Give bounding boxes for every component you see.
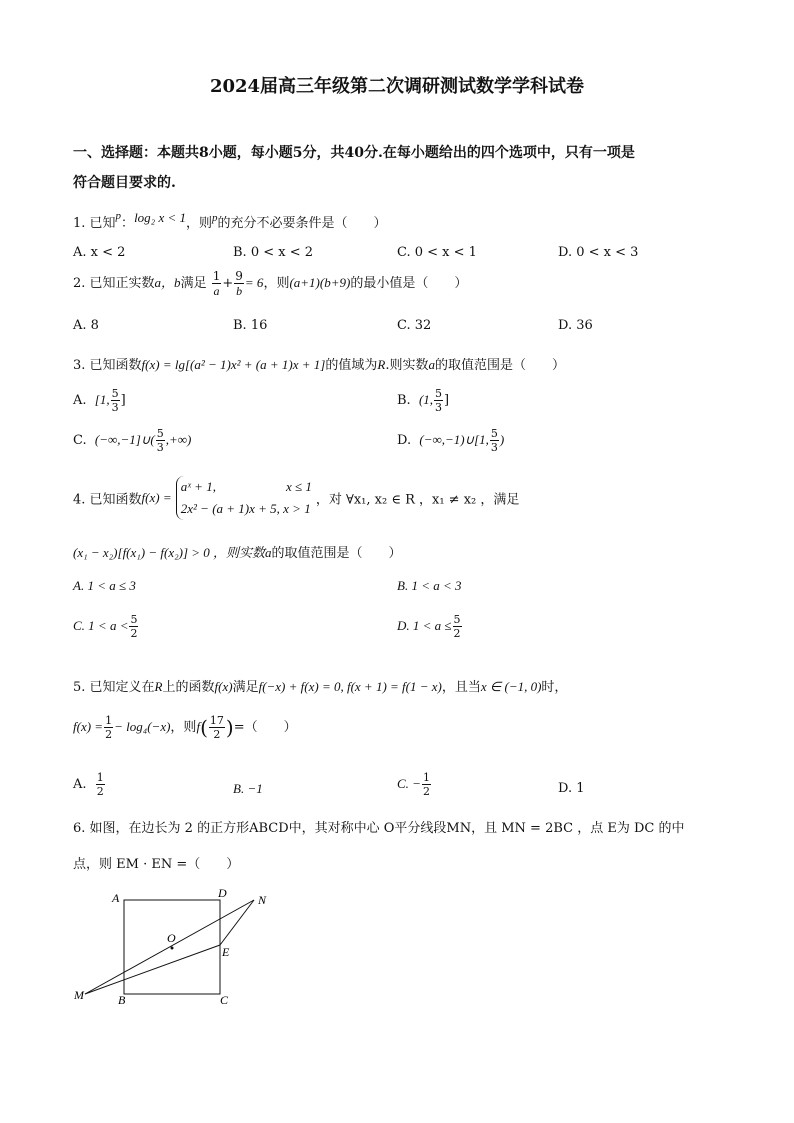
q1-prefix: 1. 已知 xyxy=(73,216,116,231)
segment-en xyxy=(220,900,254,945)
label-d: D xyxy=(218,886,227,900)
q4-option-c: C. 1 < a < $\frac{5}{2}$ xyxy=(73,613,138,640)
label-o: O xyxy=(167,931,176,945)
q4-option-d: D. 1 < a ≤ $\frac{5}{2}$ xyxy=(397,613,461,640)
q2-option-b: B. 16 xyxy=(233,318,268,333)
q2-prefix: 2. 已知正实数 xyxy=(73,276,155,291)
label-a: A xyxy=(112,891,120,905)
label-e: E xyxy=(222,945,230,959)
q5-option-c: C. − $\frac{1}{2}$ xyxy=(397,771,430,798)
question-6-line1: 6. 如图，在边长为 2 的正方形ABCD中，其对称中心 O平分线段MN，且 MN = 2BC ，点 E为 DC 的中 xyxy=(73,821,685,836)
question-6-line2: 点，则 EM · EN =（ ） xyxy=(73,857,240,872)
q1-option-b: B. 0 < x < 2 xyxy=(233,245,314,260)
q1-condition: log₂ x < 1 xyxy=(134,210,186,225)
center-point-o xyxy=(171,947,174,950)
q5-option-d: D. 1 xyxy=(558,781,585,796)
question-4-stem: 4. 已知函数f(x) = aˣ + 1, x ≤ 1 2x² − (a + 1)x + 5, x > 1 ，对 ∀x₁, x₂ ∈ R ，x₁ ≠ x₂ ，满足 xyxy=(73,476,519,520)
q4-option-b: B. 1 < a < 3 xyxy=(397,578,462,593)
q2-expr: (a+1)(b+9) xyxy=(289,275,351,290)
q3-option-c: C. (−∞,−1]∪( $\frac{5}{3}$ ,+∞) xyxy=(73,427,192,454)
q2-option-d: D. 36 xyxy=(558,318,593,333)
q4-piecewise: aˣ + 1, x ≤ 1 2x² − (a + 1)x + 5, x > 1 xyxy=(176,476,316,520)
label-m: M xyxy=(74,988,84,1002)
q1-option-c: C. 0 < x < 1 xyxy=(397,245,477,260)
q1-p2: p xyxy=(212,212,218,224)
label-b: B xyxy=(118,993,126,1007)
q3-end: 的取值范围是（ ） xyxy=(434,358,565,373)
q1-option-a: A. x < 2 xyxy=(73,245,126,260)
q3-func: f(x) = lg[(a² − 1)x² + (a + 1)x + 1] xyxy=(141,357,326,372)
q5-option-a: A. $\frac{1}{2}$ xyxy=(73,771,104,798)
question-5-stem: 5. 已知定义在R上的函数f(x)满足f(−x) + f(x) = 0, f(x + 1) = f(1 − x)，且当x ∈ (−1, 0)时， xyxy=(73,679,568,695)
q3-option-a: A. [1, $\frac{5}{3}$ ] xyxy=(73,387,126,414)
q1-option-d: D. 0 < x < 3 xyxy=(558,245,639,260)
q2-end: 的最小值是（ ） xyxy=(350,276,468,291)
page-title: 2024届高三年级第二次调研测试数学学科试卷 xyxy=(209,76,585,97)
q3-option-b: B. (1, $\frac{5}{3}$ ] xyxy=(397,387,450,414)
q2-ask: ，则 xyxy=(263,276,290,291)
q3-a: a xyxy=(428,357,435,372)
question-5-line2: f(x) = $\frac{1}{2}$ − log₄(−x)，则f( $\frac{17}{2}$ )=（ ） xyxy=(73,714,297,741)
question-2-stem: 2. 已知正实数a，b满足 $\frac{1}{a}$ + $\frac{9}{b}$ = 6，则(a+1)(b+9)的最小值是（ ） xyxy=(73,269,468,298)
q3-option-d: D. (−∞,−1)∪[1, $\frac{5}{3}$ ) xyxy=(397,427,505,454)
section-heading-line1: 一、选择题：本题共8小题，每小题5分，共40分.在每小题给出的四个选项中，只有一项是 xyxy=(73,145,635,161)
question-3-stem xyxy=(73,354,565,373)
q1-suffix: ，则 xyxy=(186,216,213,231)
q3-mid: 的值域为 xyxy=(325,358,378,373)
label-n: N xyxy=(258,893,267,907)
label-c: C xyxy=(220,993,229,1007)
section-heading-line2: 符合题目要求的. xyxy=(73,175,176,191)
q2-mid: 满足 xyxy=(180,276,207,291)
q1-colon: ： xyxy=(121,216,135,231)
q3-R: R xyxy=(377,357,386,372)
q5-option-b: B. −1 xyxy=(233,781,263,796)
question-4-line2: (x₁ − x₂)[f(x₁) − f(x₂)] > 0 ，则实数a的取值范围是（ ） xyxy=(73,545,402,561)
q2-frac-1-over-a: $\frac{1}{a}$ xyxy=(212,269,221,298)
q2-vars: a，b xyxy=(154,275,181,290)
q2-option-c: C. 32 xyxy=(397,318,432,333)
q3-tail: .则实数 xyxy=(385,358,429,373)
q1-p: p xyxy=(115,210,122,222)
segment-me xyxy=(85,945,220,994)
square-figure xyxy=(70,880,290,1010)
q2-eq-tail: = 6 xyxy=(244,275,264,290)
question-1-stem xyxy=(73,210,387,231)
q2-frac-9-over-b: $\frac{9}{b}$ xyxy=(235,269,243,298)
q2-option-a: A. 8 xyxy=(73,318,99,333)
q1-end: 的充分不必要条件是（ ） xyxy=(217,216,387,231)
q3-prefix: 3. 已知函数 xyxy=(73,358,142,373)
q4-option-a: A. 1 < a ≤ 3 xyxy=(73,578,136,593)
